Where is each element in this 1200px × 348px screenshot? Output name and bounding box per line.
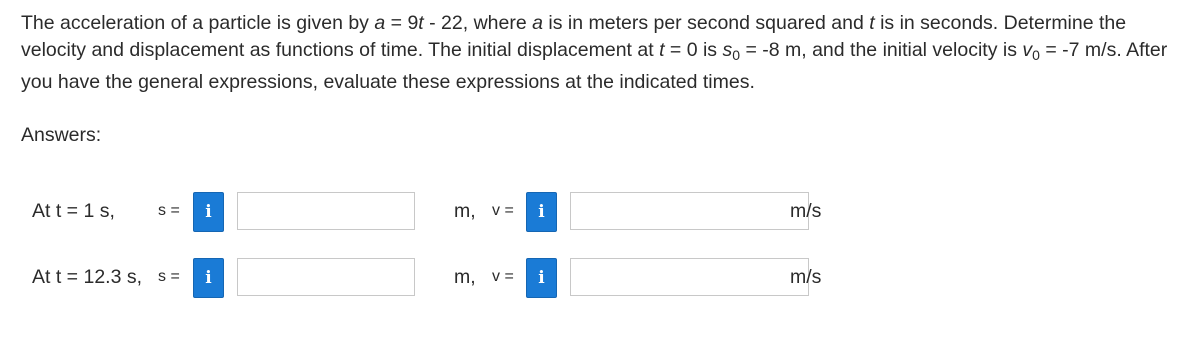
var-a: a: [374, 12, 386, 34]
v-unit: m/s: [790, 200, 822, 222]
time-label: At t = 1 s,: [32, 200, 115, 222]
problem-text: is in meters per second squared and: [542, 12, 870, 34]
problem-text: = -8 m, and the initial velocity is: [740, 39, 1023, 61]
answer-row-1: [0, 191, 1200, 231]
s-label: s =: [158, 202, 180, 219]
velocity-input[interactable]: [570, 258, 809, 296]
problem-text: The acceleration of a particle is given by: [21, 12, 375, 34]
info-icon[interactable]: i: [193, 192, 224, 232]
displacement-input[interactable]: [237, 258, 415, 296]
velocity-input[interactable]: [570, 192, 809, 230]
answers-heading: Answers:: [21, 124, 102, 146]
s-unit: m,: [454, 200, 476, 222]
var-a: a: [532, 12, 543, 34]
s-label: s =: [158, 268, 180, 285]
problem-statement: [21, 10, 1191, 96]
var-t: t: [659, 39, 665, 61]
problem-text: = 0 is: [664, 39, 723, 61]
var-v: v: [1022, 39, 1033, 61]
answer-row-2: [0, 257, 1200, 297]
var-t: t: [418, 12, 424, 34]
s-unit: m,: [454, 266, 476, 288]
problem-text: - 22, where: [423, 12, 533, 34]
displacement-input[interactable]: [237, 192, 415, 230]
problem-text: = -7 m/s. After you have the general expressions, evaluate these expressions at the indicated times.: [21, 39, 1168, 93]
time-label: At t = 12.3 s,: [32, 266, 143, 288]
info-icon[interactable]: i: [526, 258, 557, 298]
info-icon[interactable]: i: [193, 258, 224, 298]
problem-text: is in seconds. Determine the velocity and displacement as functions of time. The initial displacement at: [21, 12, 1127, 61]
v-unit: m/s: [790, 266, 822, 288]
subscript-0: 0: [732, 47, 741, 63]
var-s: s: [722, 39, 733, 61]
problem-text: = 9: [385, 12, 419, 34]
subscript-0: 0: [1032, 47, 1040, 63]
v-label: v =: [492, 268, 514, 285]
var-t: t: [869, 12, 875, 34]
v-label: v =: [492, 202, 514, 219]
info-icon[interactable]: i: [526, 192, 557, 232]
